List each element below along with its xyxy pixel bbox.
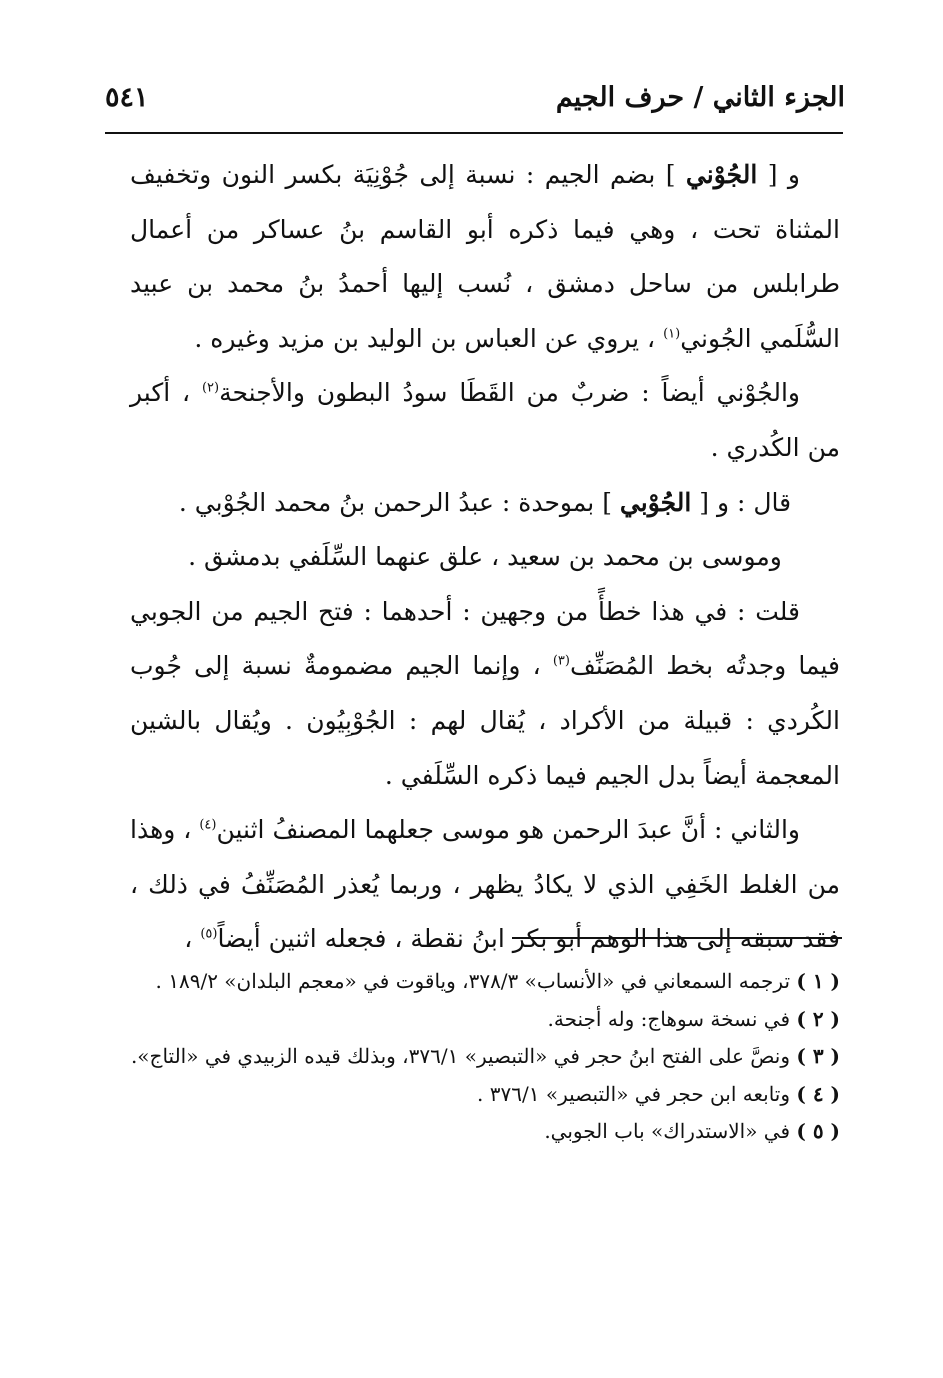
paragraph-juni bbox=[130, 148, 840, 366]
paragraph-text: قال : و [ bbox=[699, 487, 792, 517]
footnote-rule bbox=[512, 937, 842, 939]
footnote-marker-5: (٥) bbox=[200, 926, 218, 942]
entry-heading: الجُوْني bbox=[685, 160, 758, 189]
page-number: ٥٤١ bbox=[105, 82, 149, 113]
footnote-number: ( ٢ ) bbox=[796, 1006, 840, 1031]
footnote-4 bbox=[130, 1076, 840, 1114]
main-text bbox=[130, 148, 840, 967]
footnote-marker-3: (٣) bbox=[552, 654, 570, 670]
footnote-marker-2: (٢) bbox=[201, 381, 220, 397]
entry-heading: الجُوْبي bbox=[619, 487, 692, 517]
footnotes bbox=[130, 963, 840, 1151]
footnote-marker-4: (٤) bbox=[199, 817, 217, 833]
paragraph-text: ، وإنما الجيم مضمومةٌ نسبة إلى جُوب الكُردي : قبيلة من الأكراد ، يُقال لهم : الجُوْبِيُون . ويُقال بالشين المعجمة أيضاً بدل الجيم فيما ذكره السِّلَفي . bbox=[130, 651, 840, 790]
paragraph-text: ، أكبر من الكُدري . bbox=[130, 378, 840, 462]
paragraph-correction bbox=[130, 585, 840, 803]
paragraph-text: ، وهذا من الغلط الخَفِي الذي لا يكادُ يظهر ، وربما يُعذر المُصَنِّفُ في ذلك ، فقد سبقه إلى هذا الوهم أبو بكر ابنُ نقطة ، فجعله اثنين أيضاً bbox=[130, 815, 840, 954]
paragraph-jubi bbox=[130, 476, 840, 531]
footnote-number: ( ٥ ) bbox=[796, 1119, 840, 1143]
running-title: الجزء الثاني / حرف الجيم bbox=[555, 82, 845, 113]
paragraph-text: والثاني : أنَّ عبدَ الرحمن هو موسى جعلهما المصنفُ اثنين bbox=[216, 815, 801, 845]
bracket-open: و [ bbox=[767, 160, 800, 189]
footnote-text: ونصَّ على الفتح ابنُ حجر في «التبصير» ٣٧٦/١، وبذلك قيده الزبيدي في «التاج». bbox=[130, 1044, 791, 1068]
paragraph-text: ، bbox=[184, 924, 193, 954]
page-header bbox=[105, 82, 845, 132]
footnote-number: ( ١ ) bbox=[796, 969, 840, 993]
footnote-text: في نسخة سوهاج: وله أجنحة. bbox=[547, 1006, 791, 1031]
paragraph-musa bbox=[130, 530, 840, 585]
paragraph-juni-bird bbox=[130, 366, 840, 475]
footnote-text: في «الاستدراك» باب الجوبي. bbox=[544, 1119, 791, 1143]
paragraph-text: وموسى بن محمد بن سعيد ، علق عنهما السِّلَفي بدمشق . bbox=[188, 542, 782, 572]
paragraph-text: ] بموحدة : عبدُ الرحمن بنُ محمد الجُوْبي . bbox=[178, 487, 612, 517]
paragraph-text: قلت : في هذا خطأً من وجهين : أحدهما : فتح الجيم من الجوبي فيما وجدتُه بخط المُصَنِّف bbox=[130, 596, 840, 681]
paragraph-second-error bbox=[130, 803, 840, 967]
footnote-3 bbox=[130, 1038, 840, 1076]
paragraph-text: ] بضم الجيم : نسبة إلى جُوْنِيَة بكسر النون وتخفيف المثناة تحت ، وهي فيما ذكره أبو القاسم بنُ عساكر من أعمال طرابلس من ساحل دمشق ، نُسب إليها أحمدُ بنُ محمد بن عبيد السُّلَمي الجُوني bbox=[130, 160, 840, 353]
footnote-text: وتابعه ابن حجر في «التبصير» ٣٧٦/١ . bbox=[477, 1081, 791, 1106]
footnote-number: ( ٤ ) bbox=[796, 1081, 840, 1106]
paragraph-text: والجُوْني أيضاً : ضربٌ من القَطَا سودُ البطون والأجنحة bbox=[219, 378, 801, 408]
footnote-marker-1: (١) bbox=[663, 326, 681, 342]
footnote-2 bbox=[130, 1001, 840, 1039]
footnote-text: ترجمه السمعاني في «الأنساب» ٣٧٨/٣، وياقوت في «معجم البلدان» ١٨٩/٢ . bbox=[155, 969, 791, 993]
paragraph-text: ، يروي عن العباس بن الوليد بن مزيد وغيره . bbox=[194, 323, 656, 353]
footnote-5 bbox=[130, 1113, 840, 1151]
footnote-number: ( ٣ ) bbox=[796, 1044, 840, 1068]
header-rule bbox=[105, 132, 843, 134]
footnote-1 bbox=[130, 963, 840, 1001]
